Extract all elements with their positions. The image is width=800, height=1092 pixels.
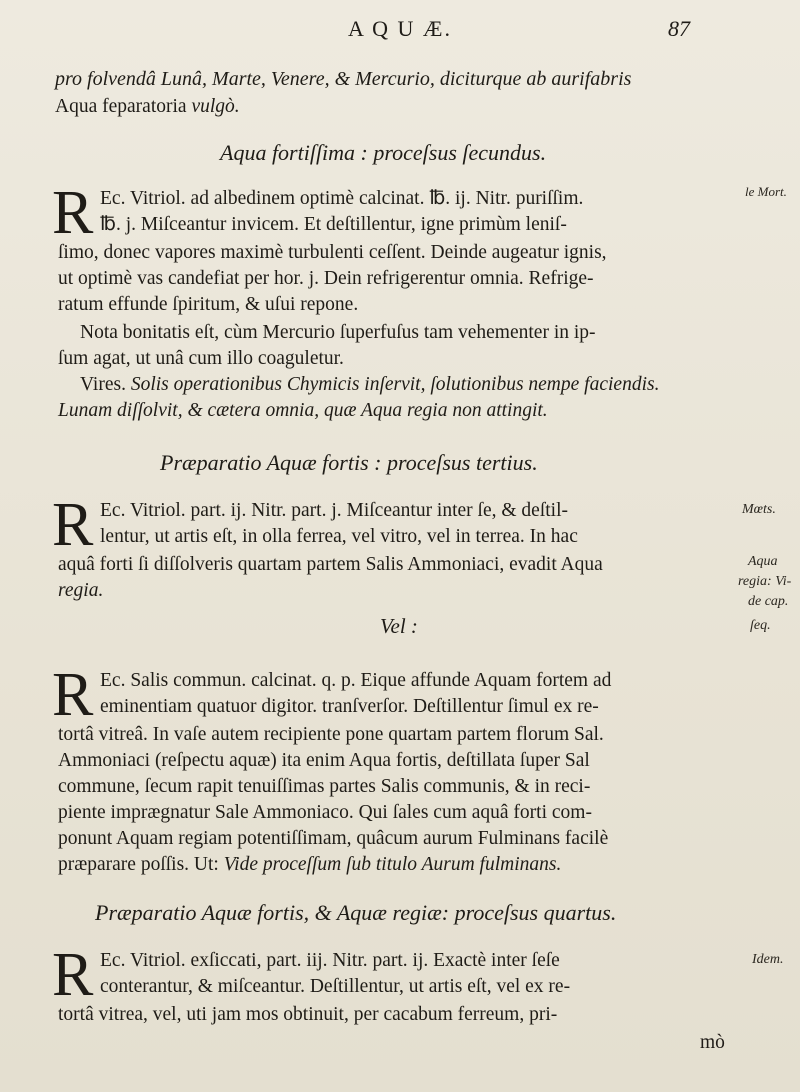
- section3-line-3: tortâ vitreâ. In vaſe autem recipiente pone quartam partem florum Sal.: [58, 724, 604, 745]
- intro-line-2-text: Aqua feparatoria: [55, 96, 192, 117]
- section4-line-3: tortâ vitrea, vel, uti jam mos obtinuit, per cacabum ferreum, pri-: [58, 1004, 558, 1025]
- dropcap-2: R: [52, 491, 94, 559]
- section3-line-5: commune, ſecum rapit tenuiſſimas partes Salis communis, & in reci-: [58, 776, 591, 797]
- dropcap-3: R: [52, 661, 94, 729]
- margin-note-le-mort: le Mort.: [745, 184, 787, 199]
- section-heading-4: Præparatio Aquæ fortis, & Aquæ regiæ: proceſsus quartus.: [95, 900, 617, 925]
- page-header: [0, 10, 800, 50]
- vel-heading: Vel :: [380, 614, 418, 638]
- page-number: 87: [668, 16, 690, 41]
- section3-last-line: [58, 852, 561, 878]
- section1-line-5: ratum effunde ſpiritum, & uſui repone.: [58, 294, 359, 315]
- section1-line-1: Ec. Vitriol. ad albedinem optimè calcinat. ℔. ij. Nitr. puriſſim.: [100, 188, 584, 209]
- section1-vires: [80, 372, 659, 398]
- section2-last-line: regia.: [58, 580, 104, 601]
- section3-line-6: piente imprægnatur Sale Ammoniaco. Qui ſales cum aquâ forti com-: [58, 802, 592, 823]
- running-head: A Q U Æ.: [347, 16, 452, 41]
- section3-last-text: præparare poſſis. Ut:: [58, 854, 224, 875]
- section1-vires-2: Lunam diſſolvit, & cætera omnia, quæ Aqua regia non attingit.: [58, 400, 548, 421]
- section3-last-italic: Vide proceſſum ſub titulo Aurum fulminans.: [223, 854, 562, 875]
- section3-line-1: Ec. Salis commun. calcinat. q. p. Eique affunde Aquam fortem ad: [100, 670, 612, 691]
- margin-note-de-cap: de cap.: [748, 594, 789, 609]
- section-heading-2: Præparatio Aquæ fortis : proceſsus tertius.: [160, 450, 538, 475]
- margin-note-idem: Idem.: [752, 952, 784, 967]
- section2-line-3: aquâ forti ſi diſſolveris quartam partem Salis Ammoniaci, evadit Aqua: [58, 554, 603, 575]
- section1-nota-1: Nota bonitatis eſt, cùm Mercurio ſuperfuſus tam vehementer in ip-: [80, 322, 596, 343]
- margin-note-regia: regia: Vi-: [738, 574, 792, 589]
- margin-note-aqua: Aqua: [748, 554, 778, 569]
- vires-text: Solis operationibus Chymicis inſervit, ſolutionibus nempe faciendis.: [130, 374, 660, 395]
- vires-label: Vires.: [80, 374, 131, 395]
- section3-line-2: eminentiam quatuor digitor. tranſverſor. Deſtillentur ſimul ex re-: [100, 696, 599, 717]
- section2-line-1: Ec. Vitriol. part. ij. Nitr. part. j. Miſceantur inter ſe, & deſtil-: [100, 500, 568, 521]
- margin-note-maets: Mœts.: [742, 502, 776, 517]
- section2-line-2: lentur, ut artis eſt, in olla ferrea, vel vitro, vel in terrea. In hac: [100, 526, 578, 547]
- intro-line-1: pro folvendâ Lunâ, Marte, Venere, & Mercurio, diciturque ab aurifabris: [55, 68, 632, 90]
- dropcap-1: R: [52, 179, 94, 247]
- section1-line-3: ſimo, donec vapores maximè turbulenti ceſſent. Deinde augeatur ignis,: [58, 242, 607, 263]
- section1-line-4: ut optimè vas candefiat per hor. j. Dein refrigerentur omnia. Refrige-: [58, 268, 594, 289]
- section-heading-1: Aqua fortiſſima : proceſsus ſecundus.: [220, 140, 547, 165]
- section3-line-7: ponunt Aquam regiam potentiſſimam, quâcum aurum Fulminans facilè: [58, 828, 609, 849]
- intro-line-2-italic: vulgò.: [191, 96, 240, 117]
- catchword: mò: [700, 1032, 725, 1053]
- section1-line-2: ℔. j. Miſceantur invicem. Et deſtillentur, igne primùm leniſ-: [100, 214, 567, 235]
- intro-line-2: [55, 94, 240, 120]
- section4-line-2: conterantur, & miſceantur. Deſtillentur, ut artis eſt, vel ex re-: [100, 976, 571, 997]
- section4-line-1: Ec. Vitriol. exſiccati, part. iij. Nitr. part. ij. Exactè inter ſeſe: [100, 950, 560, 971]
- dropcap-4: R: [52, 941, 94, 1009]
- section3-line-4: Ammoniaci (reſpectu aquæ) ita enim Aqua fortis, deſtillata ſuper Sal: [58, 750, 590, 771]
- margin-note-seq: ſeq.: [750, 618, 771, 633]
- section1-nota-2: ſum agat, ut unâ cum illo coaguletur.: [58, 348, 344, 369]
